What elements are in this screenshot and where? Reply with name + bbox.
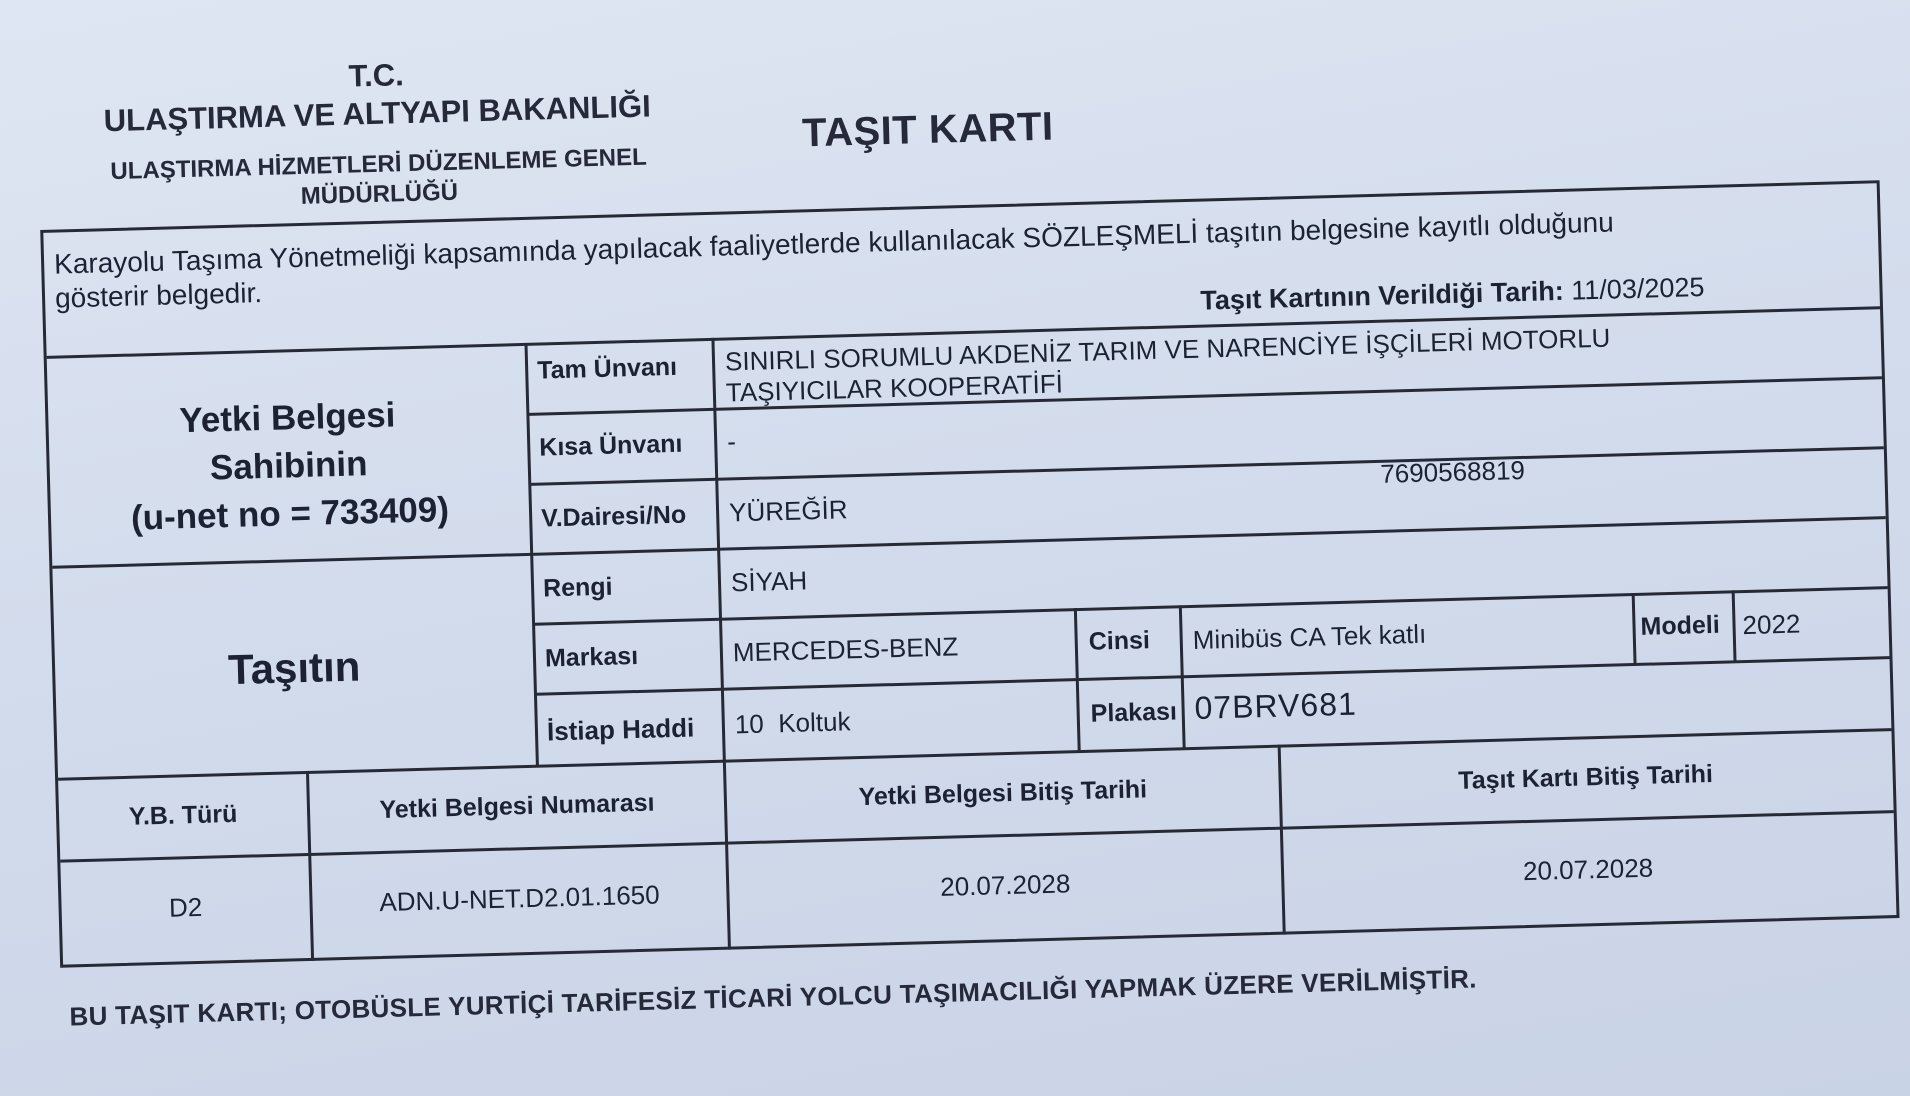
brand-label: Markası [544, 641, 639, 673]
directorate-name [68, 141, 689, 218]
intro-line-1: Karayolu Taşıma Yönetmeliği kapsamında yapılacak faaliyetlerde kullanılacak SÖZLEŞMELİ taşıtın belgesine kayıtlı olduğunu [53, 206, 1615, 280]
capacity-label: İstiap Haddi [546, 712, 695, 747]
color-value: SİYAH [730, 565, 808, 598]
card-expiry-value: 20.07.2028 [1522, 852, 1654, 887]
full-name-label: Tam Ünvanı [536, 352, 678, 385]
document-title: TAŞIT KARTI [801, 104, 1055, 156]
full-name-line-2: TAŞIYICILAR KOOPERATİFİ [725, 368, 1064, 408]
card-expiry-header: Taşıt Kartı Bitiş Tarihi [1457, 759, 1714, 795]
type-value: Minibüs CA Tek katlı [1192, 618, 1427, 655]
intro-line-2: gösterir belgedir. [54, 277, 263, 314]
holder-label-line-2: Sahibinin [209, 444, 368, 488]
holder-unet-number: (u-net no = 733409) [130, 490, 450, 538]
card-table [40, 180, 1899, 968]
footer-statement: BU TAŞIT KARTI; OTOBÜSLE YURTİÇİ TARİFESİZ TİCARİ YOLCU TAŞIMACILIĞI YAPMAK ÜZERE VERİLMİŞTİR. [69, 963, 1478, 1032]
header-tc: T.C. [348, 57, 405, 94]
permit-number-value: ADN.U-NET.D2.01.1650 [378, 879, 661, 918]
brand-value: MERCEDES-BENZ [732, 631, 959, 668]
holder-label-line-1: Yetki Belgesi [178, 395, 396, 441]
permit-number-header: Yetki Belgesi Numarası [379, 788, 655, 825]
full-name-line-1: SINIRLI SORUMLU AKDENİZ TARIM VE NARENCİYE İŞÇİLERİ MOTORLU [724, 322, 1611, 377]
short-name-value: - [726, 426, 737, 457]
type-label: Cinsi [1088, 626, 1151, 656]
tax-number-value: 7690568819 [1379, 454, 1526, 489]
color-label: Rengi [542, 572, 613, 603]
directorate-line-2: MÜDÜRLÜĞÜ [300, 178, 459, 210]
tax-office-value: YÜREĞİR [728, 494, 848, 528]
plate-value: 07BRV681 [1194, 685, 1358, 726]
permit-expiry-header: Yetki Belgesi Bitiş Tarihi [858, 775, 1148, 812]
tax-office-label: V.Dairesi/No [540, 500, 687, 533]
directorate-line-1: ULAŞTIRMA HİZMETLERİ DÜZENLEME GENEL [110, 143, 648, 186]
model-value: 2022 [1742, 608, 1801, 641]
short-name-label: Kısa Ünvanı [538, 429, 683, 462]
permit-type-header: Y.B. Türü [128, 799, 238, 831]
holder-section-label [48, 388, 530, 545]
model-label: Modeli [1640, 610, 1721, 641]
divider [1732, 590, 1737, 662]
divider [1632, 593, 1637, 665]
plate-label: Plakası [1090, 697, 1178, 728]
issue-date-value: 11/03/2025 [1570, 272, 1705, 306]
capacity-value: 10 Koltuk [734, 706, 851, 740]
ministry-name: ULAŞTIRMA VE ALTYAPI BAKANLIĞI [103, 88, 652, 139]
permit-type-value: D2 [168, 891, 203, 923]
issue-date-label: Taşıt Kartının Verildiği Tarih: [1199, 275, 1565, 316]
vehicle-section-label: Taşıtın [227, 642, 361, 694]
permit-expiry-value: 20.07.2028 [939, 868, 1071, 902]
